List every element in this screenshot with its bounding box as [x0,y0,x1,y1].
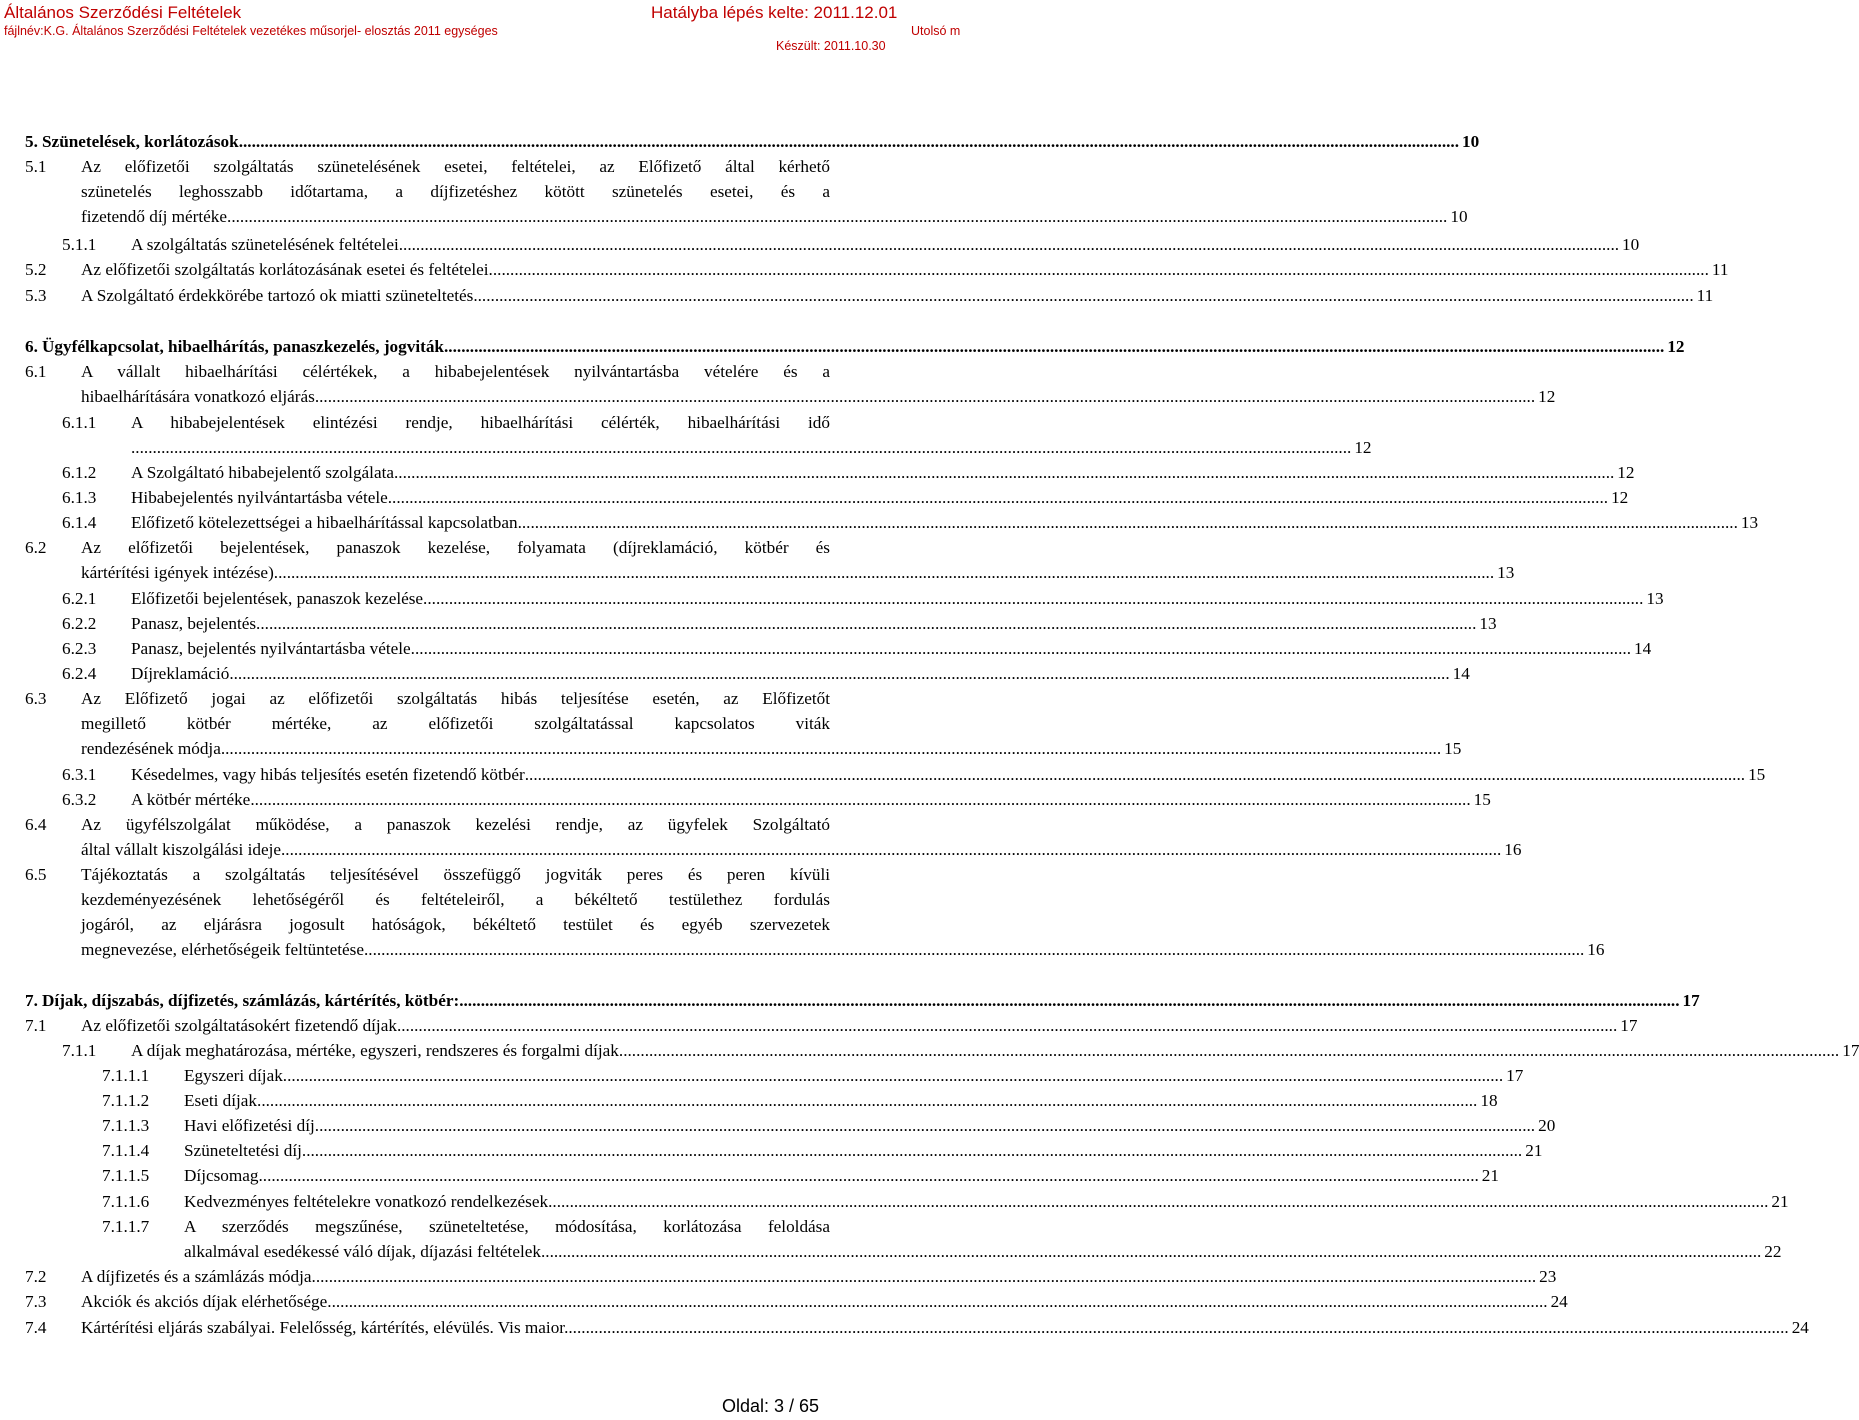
toc-page: 21 [1771,1192,1789,1211]
toc-title: Díjcsomag [184,1166,259,1185]
toc-title: Az előfizetői szolgáltatás korlátozásának esetei és feltételei [81,260,489,279]
last-modified-truncated: Utolsó m [911,24,961,38]
toc-entry[interactable] [25,865,1605,960]
toc-title-line: Tájékoztatás a szolgáltatás teljesítésével összefüggő jogviták peres és peren kívüli [81,865,830,884]
toc-entry[interactable] [62,488,1629,508]
toc-page: 13 [1497,563,1515,582]
toc-title: Eseti díjak [184,1091,258,1110]
toc-title-line: jogáról, az eljárásra jogosult hatóságok, békéltető testület és egyéb szervezetek [81,915,830,934]
toc-number: 6.4 [25,815,47,834]
toc-title-line: A hibabejelentések elintézési rendje, hibaelhárítási célérték, hibaelhárítási idő [131,413,830,432]
toc-entry[interactable] [25,132,1480,152]
toc-title-line: fizetendő díj mértéke [81,207,228,226]
toc-page: 15 [1473,790,1491,809]
toc-entry[interactable] [62,664,1470,684]
toc-title: A kötbér mértéke [131,790,251,809]
toc-title-line: megnevezése, elérhetőségeik feltüntetése [81,940,364,959]
toc-entry[interactable] [25,1318,1809,1338]
toc-title: Ügyfélkapcsolat, hibaelhárítás, panaszkezelés, jogviták [42,337,444,356]
toc-number: 7.1.1.5 [102,1166,150,1185]
toc-number: 6.2 [25,538,47,557]
toc-title-line: szünetelés leghosszabb időtartama, a díjfizetéshez kötött szünetelés esetei, és a [81,182,830,201]
prepared-date: Készült: 2011.10.30 [776,39,886,53]
effective-date: Hatályba lépés kelte: 2011.12.01 [651,3,898,22]
toc-entry[interactable] [25,1292,1568,1312]
toc-entry[interactable] [62,235,1640,255]
toc-number: 6.3 [25,689,47,708]
toc-title-line: Az Előfizető jogai az előfizetői szolgáltatás hibás teljesítése esetén, az Előfizetőt [81,689,830,708]
toc-page: 24 [1550,1292,1568,1311]
toc-title: Díjak, díjszabás, díjfizetés, számlázás, kártérítés, kötbér: [42,991,460,1010]
toc-page: 21 [1481,1166,1499,1185]
toc-entry[interactable] [25,286,1714,306]
toc-number: 5.3 [25,286,47,305]
toc-number: 6.1.1 [62,413,97,432]
toc-number: 7.1.1.1 [102,1066,150,1085]
toc-number: 6.2.4 [62,664,97,683]
toc-page: 11 [1696,286,1714,305]
toc-number: 7.3 [25,1292,47,1311]
toc-page: 12 [1617,463,1635,482]
toc-page: 11 [1711,260,1729,279]
toc-title: Hibabejelentés nyilvántartásba vétele [131,488,388,507]
toc-title-line: által vállalt kiszolgálási ideje [81,840,281,859]
toc-page: 24 [1791,1318,1809,1337]
toc-page: 13 [1646,589,1664,608]
toc-title: Késedelmes, vagy hibás teljesítés esetén fizetendő kötbér [131,765,525,784]
toc-entry[interactable] [25,1267,1557,1287]
toc-entry[interactable] [25,157,1468,227]
toc-entry[interactable] [62,765,1766,785]
file-name: fájlnév:K.G. Általános Szerződési Feltételek vezetékes műsorjel- elosztás 2011 egységes [4,24,498,38]
toc-title: Panasz, bejelentés [131,614,257,633]
page-number: Oldal: 3 / 65 [722,1396,820,1416]
toc-number: 6.1 [25,362,47,381]
toc-number: 6.1.2 [62,463,97,482]
toc-title: A díjak meghatározása, mértéke, egyszeri, rendszeres és forgalmi díjak [131,1041,619,1060]
toc-page: 17 [1620,1016,1638,1035]
toc-number: 5.1.1 [62,235,97,254]
toc-page: 17 [1842,1041,1859,1060]
toc-title: A szolgáltatás szünetelésének feltételei [131,235,399,254]
toc-number: 6.2.2 [62,614,97,633]
toc-entry[interactable] [102,1166,1499,1186]
toc-number: 7. [25,991,38,1010]
toc-number: 6.1.4 [62,513,97,532]
toc-number: 7.1.1.3 [102,1116,150,1135]
toc-page: 10 [1450,207,1468,226]
toc-number: 5.2 [25,260,47,279]
toc-entry[interactable] [25,689,1462,759]
toc-title-line: alkalmával esedékessé váló díjak, díjazási feltételek [184,1242,541,1261]
toc-entry[interactable] [25,815,1522,860]
toc-number: 6. [25,337,38,356]
toc-title-line: Az előfizetői szolgáltatás szünetelésének esetei, feltételei, az Előfizető által kérhető [81,157,830,176]
toc-entry[interactable] [25,1016,1638,1036]
toc-page: 12 [1667,337,1685,356]
toc-page: 20 [1538,1116,1556,1135]
toc-title-line: Az ügyfélszolgálat működése, a panaszok kezelési rendje, az ügyfelek Szolgáltató [81,815,830,834]
toc-entry[interactable] [102,1066,1524,1086]
toc-entry[interactable] [62,790,1491,810]
toc-title-line: hibaelhárítására vonatkozó eljárás [81,387,315,406]
toc-number: 6.5 [25,865,47,884]
toc-title-line: kezdeményezésének lehetőségéről és feltételeiről, a békéltető testülethez fordulás [81,890,830,909]
toc-entry[interactable] [25,538,1515,583]
toc-entry[interactable] [102,1217,1782,1262]
toc-page: 13 [1479,614,1497,633]
toc-entry[interactable] [102,1192,1789,1212]
toc-page: 16 [1587,940,1605,959]
toc-title: Kedvezményes feltételekre vonatkozó rendelkezések [184,1192,549,1211]
toc-number: 6.3.1 [62,765,97,784]
toc-entry[interactable] [102,1091,1498,1111]
toc-entry[interactable] [62,614,1497,634]
toc-entry[interactable] [102,1141,1543,1161]
toc-number: 6.3.2 [62,790,97,809]
toc-page: 13 [1740,513,1759,532]
toc-entry[interactable] [62,589,1664,609]
toc-page: 18 [1480,1091,1498,1110]
toc-page: 21 [1525,1141,1543,1160]
toc-title-line: rendezésének módja [81,739,221,758]
toc-page: 14 [1633,639,1652,658]
toc-title: Egyszeri díjak [184,1066,283,1085]
toc-number: 5. [25,132,38,151]
toc-number: 7.1.1.7 [102,1217,150,1236]
toc-title: Díjreklamáció [131,664,230,683]
toc-entry[interactable] [25,362,1556,407]
toc-title: A Szolgáltató hibabejelentő szolgálata [131,463,394,482]
toc-page: 10 [1622,235,1640,254]
toc-page: 23 [1539,1267,1557,1286]
toc-number: 6.1.3 [62,488,97,507]
toc-page: 15 [1748,765,1766,784]
toc-number: 7.1 [25,1016,47,1035]
toc-number: 6.2.3 [62,639,97,658]
toc-entry[interactable] [25,260,1729,280]
toc-title: Akciók és akciós díjak elérhetősége [81,1292,328,1311]
toc-entry[interactable] [62,413,1372,458]
toc-entry[interactable] [62,1041,1859,1061]
toc-title-line: Az előfizetői bejelentések, panaszok kezelése, folyamata (díjreklamáció, kötbér és [81,538,830,557]
toc-title: Panasz, bejelentés nyilvántartásba vétele [131,639,411,658]
toc-entry[interactable] [62,513,1759,533]
toc-page: 12 [1354,438,1372,457]
toc-title-line: A szerződés megszűnése, szüneteltetése, módosítása, korlátozása feloldása [184,1217,830,1236]
toc-number: 7.1.1.4 [102,1141,150,1160]
toc-page: 10 [1462,132,1480,151]
toc-number: 7.4 [25,1318,47,1337]
toc-title: Előfizetői bejelentések, panaszok kezelése [131,589,424,608]
toc-page: 16 [1504,840,1522,859]
toc-entry[interactable] [102,1116,1556,1136]
toc-title-line: A vállalt hibaelhárítási célértékek, a hibabejelentések nyilvántartásba vételére és a [81,362,830,381]
toc-number: 6.2.1 [62,589,97,608]
toc-title-line: kártérítési igények intézése) [81,563,274,582]
toc-entry[interactable] [62,463,1635,483]
toc-number: 5.1 [25,157,47,176]
toc-title: Havi előfizetési díj [184,1116,315,1135]
toc-number: 7.1.1.2 [102,1091,150,1110]
toc-page: 15 [1444,739,1462,758]
toc-number: 7.2 [25,1267,47,1286]
toc-page: 17 [1682,991,1700,1010]
toc-title: Szünetelések, korlátozások [42,132,239,151]
toc-page: 12 [1538,387,1556,406]
toc-page: 14 [1452,664,1470,683]
toc-entry[interactable] [62,639,1652,659]
toc-number: 7.1.1 [62,1041,97,1060]
toc-entry[interactable] [25,337,1685,357]
toc-entry[interactable] [25,991,1700,1011]
toc-title: Előfizető kötelezettségei a hibaelhárítással kapcsolatban [131,513,518,532]
toc-number: 7.1.1.6 [102,1192,150,1211]
toc-page: 12 [1611,488,1629,507]
toc-page: 22 [1764,1242,1782,1261]
toc-title: A Szolgáltató érdekkörébe tartozó ok miatti szüneteltetés [81,286,474,305]
toc-title: Szüneteltetési díj [184,1141,302,1160]
toc-page: 17 [1506,1066,1524,1085]
document-title: Általános Szerződési Feltételek [4,3,242,22]
toc-title: A díjfizetés és a számlázás módja. [81,1267,316,1286]
toc-title-line: megillető kötbér mértéke, az előfizetői szolgáltatással kapcsolatos viták [81,714,830,733]
toc-title: Az előfizetői szolgáltatásokért fizetendő díjak [81,1016,397,1035]
toc-title: Kártérítési eljárás szabályai. Felelősség, kártérítés, elévülés. Vis maior. [81,1318,569,1337]
